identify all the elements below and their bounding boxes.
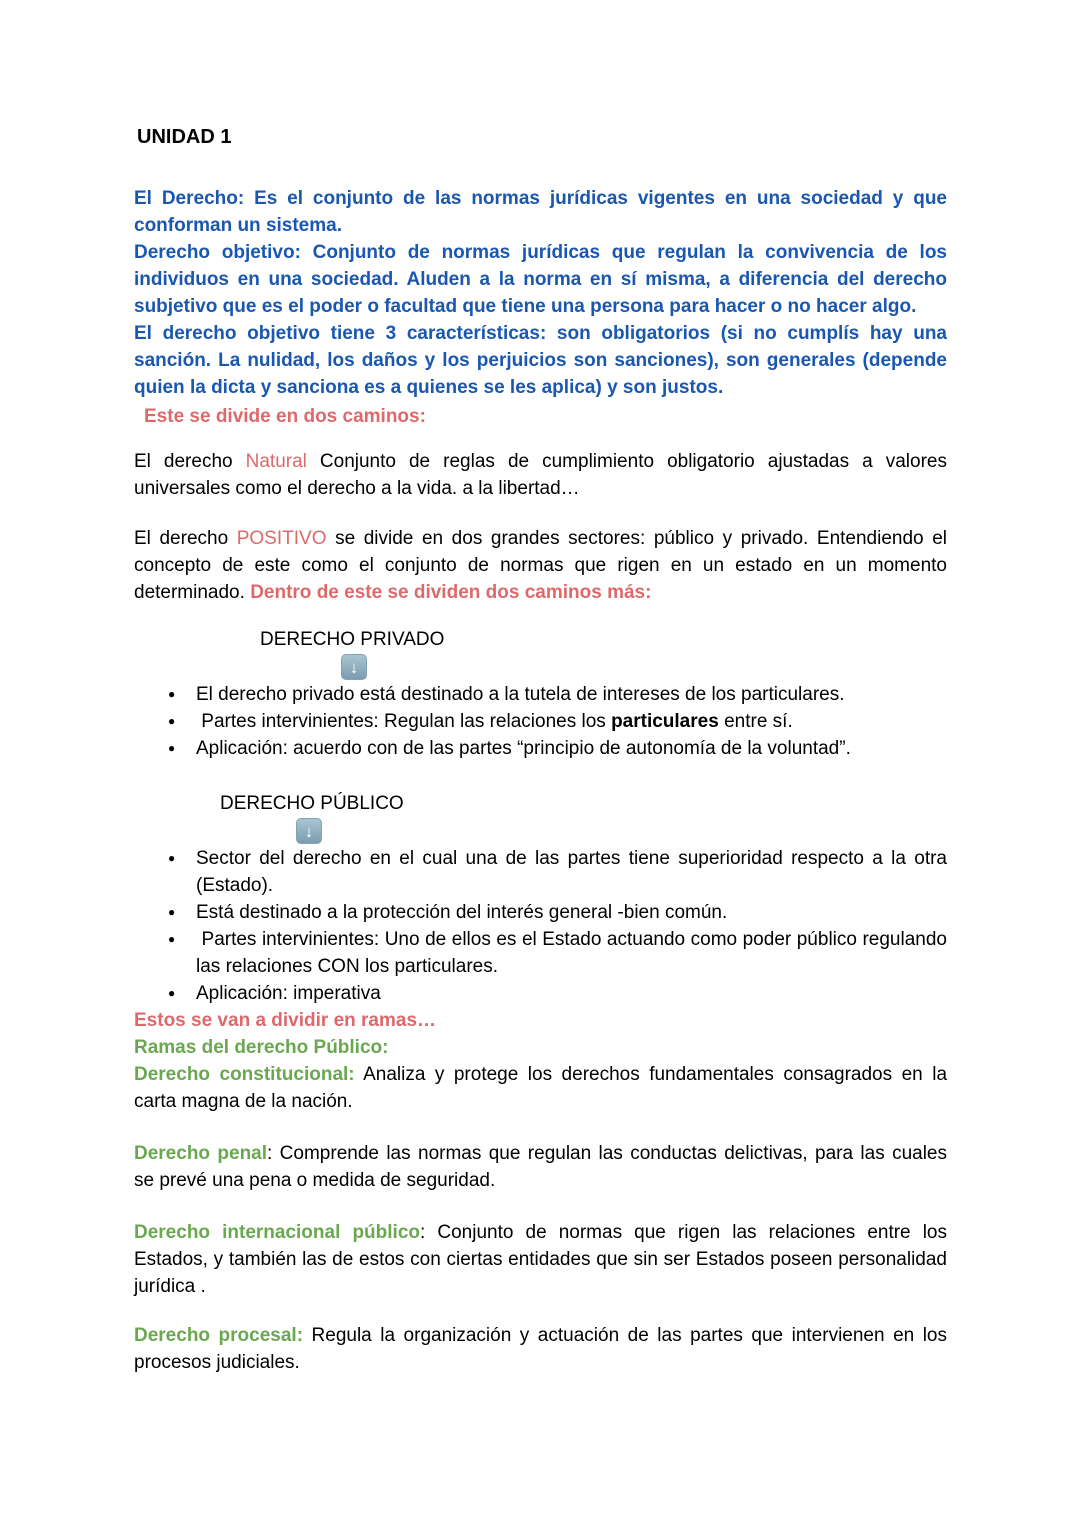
bullet-list-privado [134, 681, 947, 762]
rama-sep: : [420, 1222, 426, 1243]
intro-paragraph-derecho: El Derecho: Es el conjunto de las normas jurídicas vigentes en una sociedad y que conforman un sistema. [134, 188, 947, 236]
note-dos-caminos-mas: Dentro de este se dividen dos caminos más: [250, 582, 652, 603]
rama-text: Conjunto de normas que rigen las relaciones entre los Estados, y también las de estos con ciertas entidades que sin ser Estados poseen personalidad jurídica . [134, 1222, 947, 1297]
list-item [134, 681, 947, 708]
list-item [134, 926, 947, 980]
bullet-text-bold: particulares [611, 711, 719, 732]
natural-rest: Conjunto de reglas de cumplimiento obligatorio ajustadas a valores universales como el derecho a la vida. a la libertad… [134, 451, 947, 499]
bullet-text: Sector del derecho en el cual una de las partes tiene superioridad respecto a la otra (Estado). [196, 848, 947, 896]
bullet-list-publico [134, 845, 947, 1007]
arrow-row-publico [134, 817, 947, 845]
rama-label: Derecho constitucional: [134, 1064, 355, 1085]
rama-derecho-internacional-publico [134, 1219, 947, 1300]
rama-text: Analiza y protege los derechos fundamentales consagrados en la carta magna de la nación. [134, 1064, 948, 1112]
positivo-keyword: POSITIVO [236, 528, 327, 549]
heading-ramas-derecho-publico: Ramas del derecho Público: [134, 1037, 389, 1058]
rama-label: Derecho internacional público [134, 1222, 420, 1243]
heading-derecho-publico: DERECHO PÚBLICO [220, 793, 404, 814]
heading-derecho-privado: DERECHO PRIVADO [260, 629, 445, 650]
bullet-text: Aplicación: acuerdo con de las partes “principio de autonomía de la voluntad”. [196, 738, 851, 759]
list-item [134, 980, 947, 1007]
rama-text: Comprende las normas que regulan las conductas delictivas, para las cuales se prevé una pena o medida de seguridad. [134, 1143, 947, 1191]
natural-keyword: Natural [245, 451, 307, 472]
bullet-text: Partes intervinientes: Regulan las relaciones los [196, 711, 612, 732]
down-arrow-icon: ↓ [296, 818, 322, 844]
rama-text: Regula la organización y actuación de las partes que intervienen en los procesos judiciales. [134, 1325, 948, 1373]
rama-sep: : [267, 1143, 273, 1164]
bullet-text: Aplicación: imperativa [196, 983, 381, 1004]
rama-derecho-procesal [134, 1322, 947, 1376]
rama-label: Derecho penal [134, 1143, 268, 1164]
page-title: UNIDAD 1 [137, 126, 232, 148]
natural-prefix: El derecho [134, 451, 246, 472]
bullet-text: Está destinado a la protección del interés general -bien común. [196, 902, 728, 923]
bullet-text: Partes intervinientes: Uno de ellos es el Estado actuando como poder público regulando las relaciones CON los particulares. [196, 929, 947, 977]
note-dividir-en-ramas: Estos se van a dividir en ramas… [134, 1010, 437, 1031]
paragraph-derecho-positivo [134, 525, 947, 606]
intro-paragraph-caracteristicas: El derecho objetivo tiene 3 características: son obligatorios (si no cumplís hay una sanción. La nulidad, los daños y los perjuicios son sanciones), son generales (depende quien la dicta y sanciona es a quienes se les aplica) y son justos. [134, 323, 947, 398]
list-item [134, 735, 947, 762]
bullet-text: entre sí. [718, 711, 793, 732]
list-item [134, 845, 947, 899]
bullet-text: El derecho privado está destinado a la tutela de intereses de los particulares. [196, 684, 845, 705]
intro-paragraph-derecho-objetivo: Derecho objetivo: Conjunto de normas jurídicas que regulan la convivencia de los individuos en una sociedad. Aluden a la norma en sí misma, a diferencia del derecho subjetivo que es el poder o facultad que tiene una persona para hacer o no hacer algo. [134, 242, 947, 317]
rama-label: Derecho procesal: [134, 1325, 304, 1346]
paragraph-derecho-natural [134, 448, 947, 502]
note-dos-caminos: Este se divide en dos caminos: [144, 406, 426, 427]
down-arrow-icon: ↓ [341, 654, 367, 680]
arrow-row-privado [134, 653, 947, 681]
list-item [134, 708, 947, 735]
positivo-body: se divide en dos grandes sectores: público y privado. Entendiendo el concepto de este como el conjunto de normas que rigen en un estado en un momento determinado. [134, 528, 947, 603]
positivo-prefix: El derecho [134, 528, 237, 549]
rama-derecho-constitucional [134, 1061, 947, 1115]
rama-derecho-penal [134, 1140, 947, 1194]
list-item [134, 899, 947, 926]
